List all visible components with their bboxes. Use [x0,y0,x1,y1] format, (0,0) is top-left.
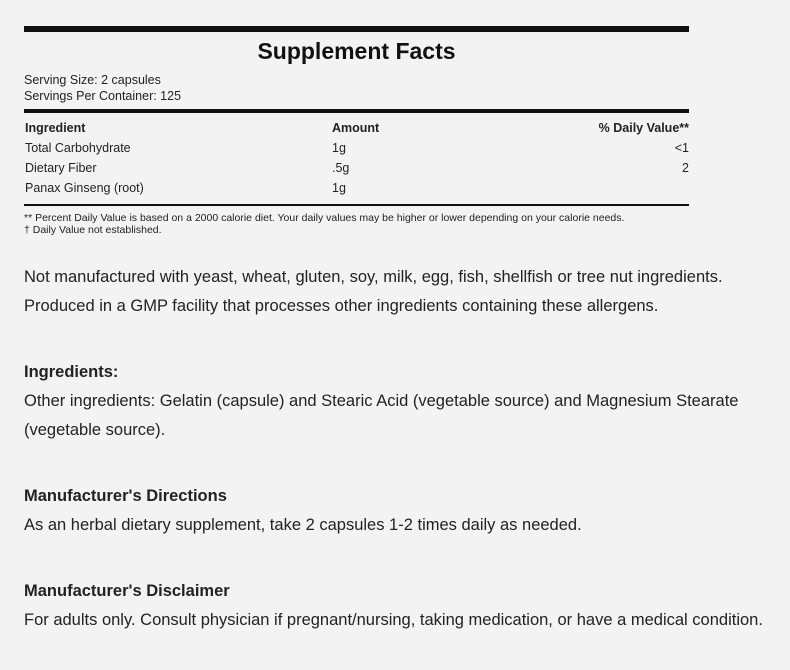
directions-text: As an herbal dietary supplement, take 2 capsules 1-2 times daily as needed. [24,516,582,534]
ingredients-text: Other ingredients: Gelatin (capsule) and Stearic Acid (vegetable source) and Magnesium Stearate (vegetable source). [24,392,739,439]
header-daily-value: % Daily Value** [598,121,689,135]
middle-rule [24,109,689,113]
servings-per-container: Servings Per Container: 125 [24,89,182,103]
footnote-not-established: † Daily Value not established. [24,224,162,236]
ingredients-heading: Ingredients: [24,363,119,381]
serving-size: Serving Size: 2 capsules [24,73,161,87]
table-row [24,140,689,160]
row-ingredient: Total Carbohydrate [25,141,131,155]
top-rule [24,26,689,32]
footnotes [24,212,689,236]
table-row [24,160,689,180]
facts-title: Supplement Facts [257,38,456,64]
row-daily-value: <1 [674,141,689,155]
footnote-daily-value: ** Percent Daily Value is based on a 2000 calorie diet. Your daily values may be higher or lower depending on your calorie needs. [24,212,625,224]
disclaimer-heading: Manufacturer's Disclaimer [24,582,230,600]
disclaimer-section [24,577,774,635]
row-amount: .5g [332,161,350,175]
row-ingredient: Dietary Fiber [25,161,97,175]
row-daily-value: 2 [682,161,689,175]
header-amount: Amount [332,121,380,135]
header-ingredient: Ingredient [25,121,86,135]
table-row [24,180,689,200]
directions-heading: Manufacturer's Directions [24,487,227,505]
bottom-rule [24,204,689,206]
facts-table [24,120,689,200]
allergen-note: Not manufactured with yeast, wheat, gluten, soy, milk, egg, fish, shellfish or tree nut ingredients. Produced in a GMP facility that processes other ingredients containing these allergens. [24,268,723,315]
row-amount: 1g [332,181,346,195]
facts-header-row [24,120,689,140]
row-daily-value [482,180,689,200]
row-ingredient: Panax Ginseng (root) [25,181,144,195]
supplement-facts-panel [24,26,689,236]
disclaimer-text: For adults only. Consult physician if pregnant/nursing, taking medication, or have a medical condition. [24,611,763,629]
ingredients-section [24,358,774,445]
row-amount: 1g [332,141,346,155]
directions-section [24,482,774,540]
